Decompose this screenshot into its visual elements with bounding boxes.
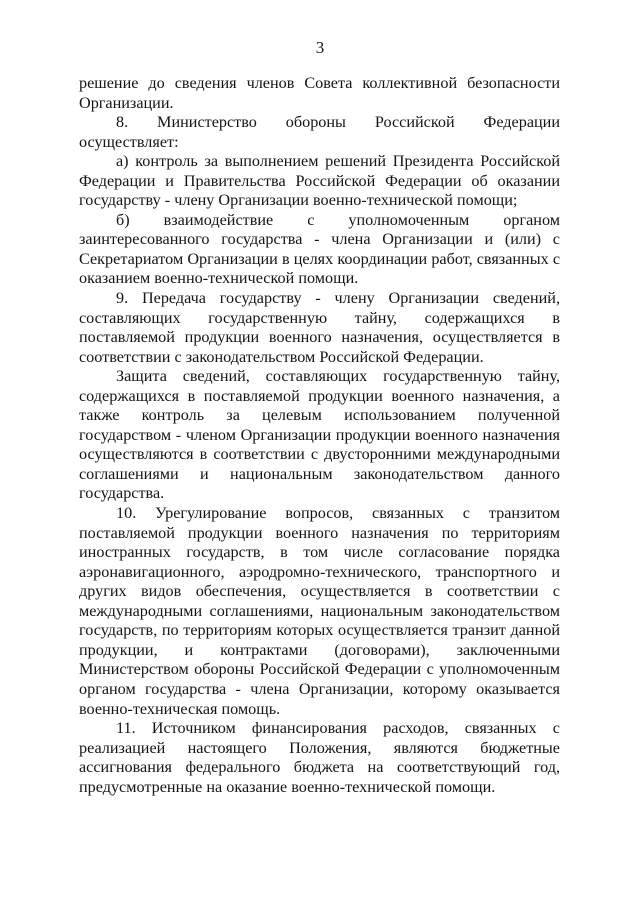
paragraph-item-8: 8. Министерство обороны Российской Федерации осуществляет: bbox=[79, 113, 560, 151]
paragraph-item-8a: а) контроль за выполнением решений Президента Российской Федерации и Правительства Российской Федерации об оказании государству - члену Организации военно-технической помощи; bbox=[79, 152, 560, 210]
paragraph-item-11: 11. Источником финансирования расходов, связанных с реализацией настоящего Положения, являются бюджетные ассигнования федерального бюджета на соответствующий год, предусмотренные на оказание военно-технической помощи. bbox=[79, 719, 560, 796]
paragraph-continuation: решение до сведения членов Совета коллективной безопасности Организации. bbox=[79, 74, 560, 112]
paragraph-item-10: 10. Урегулирование вопросов, связанных с транзитом поставляемой продукции военного назначения по территориям иностранных государств, в том числе согласование порядка аэронавигационного, аэродромно-технического, транспортного и других видов обеспечения, осуществляется в соответствии с международными соглашениями, национальным законодательством государств, по территориям которых осуществляется транзит данной продукции, и контрактами (договорами), заключенными Министерством обороны Российской Федерации с уполномоченным органом государства - члена Организации, которому оказывается военно-техническая помощь. bbox=[79, 504, 560, 718]
paragraph-item-9: 9. Передача государству - члену Организации сведений, составляющих государственную тайну, содержащихся в поставляемой продукции военного назначения, осуществляется в соответствии с законодательством Российской Федерации. bbox=[79, 289, 560, 366]
paragraph-item-9-protection: Защита сведений, составляющих государственную тайну, содержащихся в поставляемой продукции военного назначения, а также контроль за целевым использованием полученной государством - членом Организации продукции военного назначения осуществляются в соответствии с двусторонними международными соглашениями и национальным законодательством данного государства. bbox=[79, 367, 560, 503]
paragraph-item-8b: б) взаимодействие с уполномоченным органом заинтересованного государства - члена Организации и (или) с Секретариатом Организации в целях координации работ, связанных с оказанием военно-технической помощи. bbox=[79, 210, 560, 288]
page-number: 3 bbox=[315, 38, 325, 57]
document-body bbox=[79, 74, 560, 797]
